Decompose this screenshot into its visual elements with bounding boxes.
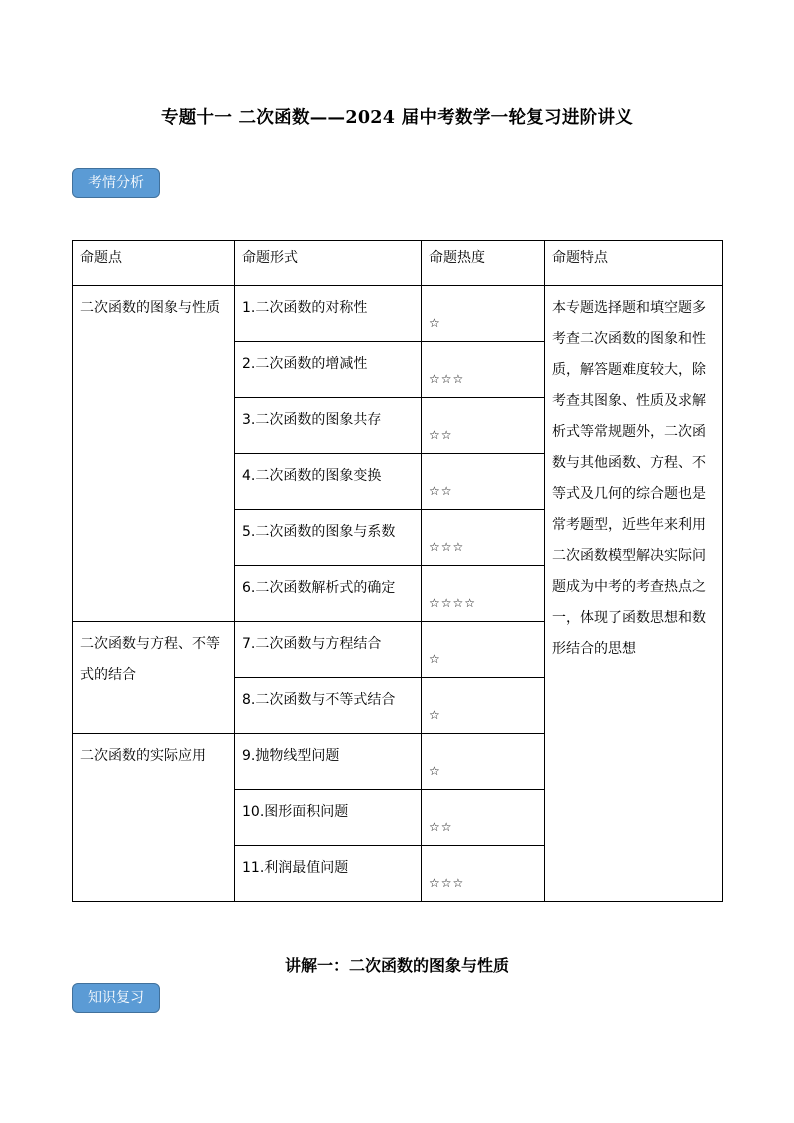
form-cell: 5.二次函数的图象与系数	[235, 510, 422, 566]
form-cell: 11.利润最值问题	[235, 846, 422, 902]
heat-cell	[422, 566, 545, 622]
heat-stars: ☆☆	[429, 820, 453, 834]
form-cell: 1.二次函数的对称性	[235, 286, 422, 342]
heat-stars: ☆	[429, 708, 441, 722]
heat-stars: ☆	[429, 316, 441, 330]
form-cell: 7.二次函数与方程结合	[235, 622, 422, 678]
heat-stars: ☆	[429, 764, 441, 778]
heat-stars: ☆☆☆	[429, 540, 465, 554]
document-title: 专题十一 二次函数——2024 届中考数学一轮复习进阶讲义	[160, 108, 634, 128]
table-header-row	[73, 241, 723, 286]
knowledge-review-tag: 知识复习	[72, 983, 160, 1013]
heat-cell	[422, 510, 545, 566]
point-cell: 二次函数与方程、不等式的结合	[73, 622, 235, 734]
heat-stars: ☆☆	[429, 484, 453, 498]
heat-cell	[422, 398, 545, 454]
header-cell: 命题形式	[235, 241, 422, 286]
table-row	[73, 286, 723, 342]
header-cell: 命题特点	[545, 241, 723, 286]
heat-cell	[422, 790, 545, 846]
header-cell: 命题点	[73, 241, 235, 286]
heat-cell	[422, 342, 545, 398]
header-cell: 命题热度	[422, 241, 545, 286]
point-cell: 二次函数的图象与性质	[73, 286, 235, 622]
heat-stars: ☆☆	[429, 428, 453, 442]
heat-stars: ☆☆☆	[429, 876, 465, 890]
heat-cell	[422, 846, 545, 902]
form-cell: 9.抛物线型问题	[235, 734, 422, 790]
point-cell: 二次函数的实际应用	[73, 734, 235, 902]
heat-stars: ☆☆☆	[429, 372, 465, 386]
heat-stars: ☆	[429, 652, 441, 666]
form-cell: 4.二次函数的图象变换	[235, 454, 422, 510]
feature-cell: 本专题选择题和填空题多考查二次函数的图象和性质，解答题难度较大，除考查其图象、性质及求解析式等常规题外，二次函数与其他函数、方程、不等式及几何的综合题也是常考题型，近些年来利用二次函数模型解决实际问题成为中考的考查热点之一，体现了函数思想和数形结合的思想	[545, 286, 723, 902]
form-cell: 6.二次函数解析式的确定	[235, 566, 422, 622]
exam-analysis-table	[72, 240, 723, 902]
exam-analysis-tag: 考情分析	[72, 168, 160, 198]
form-cell: 3.二次函数的图象共存	[235, 398, 422, 454]
heat-stars: ☆☆☆☆	[429, 596, 477, 610]
section-title: 讲解一：二次函数的图象与性质	[284, 956, 509, 975]
heat-cell	[422, 286, 545, 342]
form-cell: 10.图形面积问题	[235, 790, 422, 846]
form-cell: 8.二次函数与不等式结合	[235, 678, 422, 734]
heat-cell	[422, 678, 545, 734]
heat-cell	[422, 734, 545, 790]
heat-cell	[422, 622, 545, 678]
form-cell: 2.二次函数的增减性	[235, 342, 422, 398]
heat-cell	[422, 454, 545, 510]
